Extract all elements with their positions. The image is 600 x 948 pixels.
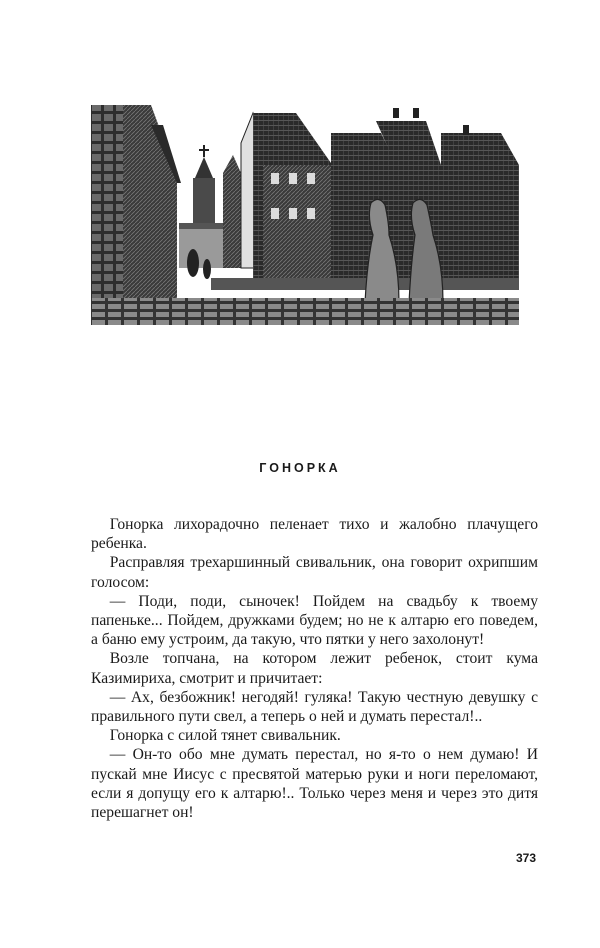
paragraph: Гонорка лихорадочно пеленает тихо и жалобно плачущего ребенка. xyxy=(91,516,538,553)
street-engraving-illustration xyxy=(91,103,519,325)
engraving-image xyxy=(91,103,519,325)
paragraph: Расправляя трехаршинный свивальник, она говорит охрипшим голосом: xyxy=(91,554,538,591)
chapter-body xyxy=(91,515,538,822)
paragraph: — Он-то обо мне думать перестал, но я-то о нем думаю! И пускай мне Иисус с пресвятой матерью руки и ноги переломают, если я допущу его к алтарю!.. Только через меня и через это дитя перешагнет он! xyxy=(91,746,538,822)
paragraph: — Ах, безбожник! негодяй! гуляка! Такую честную девушку с правильного пути свел, а теперь о ней и думать перестал!.. xyxy=(91,688,538,726)
paragraph: Возле топчана, на котором лежит ребенок, стоит кума Казимириха, смотрит и причитает: xyxy=(91,650,538,687)
page-number: 373 xyxy=(516,851,537,865)
paragraph: Гонорка с силой тянет свивальник. xyxy=(109,727,341,745)
paragraph: — Поди, поди, сыночек! Пойдем на свадьбу к твоему папеньке... Пойдем, дружками будем; но не к алтарю его поведем, а баню ему устроим, да такую, что пятки у него захолонут! xyxy=(91,592,538,649)
chapter-title: ГОНОРКА xyxy=(259,461,341,475)
